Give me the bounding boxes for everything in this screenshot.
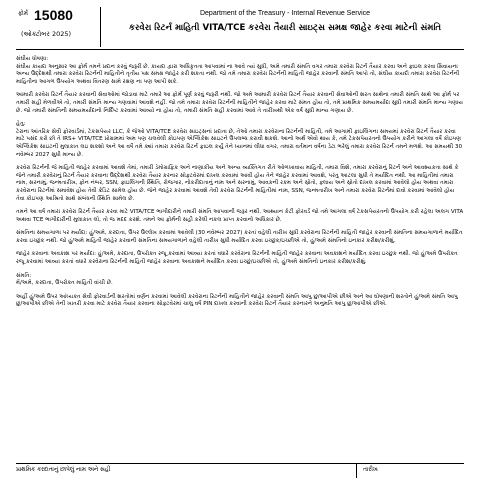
form-revision-date: (ઓક્ટોબર 2025) [21,30,72,38]
read-statement: મેં/અમે, કરદાતા, ઉપરોક્ત માહિતી વાંચી છે. [16,280,113,287]
disclosure-heading: સંઘીય ધોષણા: [16,56,49,62]
form-title: કરવેરા રિટર્ન માહિતી VITA/TCE કરવેરા તૈયારી સાઇટ્સ સમક્ષ જાહેર કરવા માટેની સંમતિ [128,23,442,33]
duration-limit-paragraph: સંમતિના સમયગાળા પર મર્યાદા: હું/અમે, કરદાતા, ઉપર ઉલ્લેખ કરવામાં આવેલી (30 નવેમ્બર 2027) કરતાં વહેલી તારીખ સુધી કરવેરાના રિટર્નની માહિતી જાહેર કરવાની સંમતિના સમયગાળાને મર્યાદિત કરવા ઇચ્છુક નથી. જો હું/અમે માહિતી જાહેર કરવાની સંમતિના સમયગાળાને વહેલી તારીખ સુધી મર્યાદિત કરવા ઇચ્છુક/ઇચ્છીએ તો, હું/અમે સંમતિનો ઇનકાર કરીશ/કરીશું. [16,230,463,244]
consent-paragraph: અહીં હું/અમે ઉપર આંધ્યક્ત સેવી ફોરવાર્ડની શરતોમાં વર્ણન કરવામાં આવેલી કરવેરાના રિટર્નની માહિતીને જાહેર કરવાની સંમતિ આપુ છુ/આપીએ છીએ અને આ ઘોષણાની શરતોને હું/અમે સંમતિ આપુ છુ/આપીએ છીએ તેની ખાતરી કરવા માટે કરવેરા તૈયાર કરવાના સોફ્ટવેરમાં ચાલુ વર્ષ PIN દાખલ કરવાની કરવેરા રિટર્ન તૈયાર કરનારને અનુમતિ આપુ છુ/આપીએ છીએ. [16,293,458,308]
form-id-box [16,7,101,47]
date-field[interactable]: તારીખ [363,467,378,473]
form-label: ફોર્મ [18,10,29,17]
disclosure-paragraph: સંઘીય કાયદા અનુસાર આ ફોર્મ તમને પ્રદાન કરવું જરૂરી છે. કાયદા દ્વારા અધિકૃતતા આપવામાં ના આવે ત્યાં સુધી, અમે તમારી સંમતિ વગર તમારા કરવેરા રિટર્ન તૈયાર કરવા અને ફાઇલ કરવા સિવાયના અન્ય ઉદ્દેશથી તમારા કરવેરા રિટર્નની માહિતીને તૃતીય પક્ષ સમક્ષ જાહેર કરી શકતા નથી. જો તમે તમારા કરવેરા રિટર્નની માહિતી જાહેર કરવાની સંમતિ આપો તો, સંઘીય કાયદો તમારા કરવેરા રિટર્નની માહિતીના આગળ ઉપયોગ અથવા વિતરણ સામે રક્ષણ ના પણ આપી શકે. [16,63,460,85]
purpose-heading: હેતુ: [16,121,26,128]
purpose-paragraph: ટેરાના આંતરિક સેવી ફોરવાર્ડમાં, ટેકસપેયર LLC, કે જેઓ VITA/TCE કરવેરા સાઇટ્સનાં પ્રદાતા છે, તેઓ તમારા કરવેરાના રિટર્નની માહિતી, તમે આગામી ફાઇલિંગના સમયમાં કરવેરા રિટર્ન તૈયાર કરવા માટે પસંદ કરો છો તે IRS+ VITA/TCE પ્રોગ્રામમાં અમ પણ ચલવેલી કોઇપણ એપ્લિકેશ સાઇટને ઉપલબ્ધ કરાવી શકશે. આનો અર્થ એવો થાય કે, તમે ટેકસપેયરતનો ઉપયોગ કરીને આગલા વર્ષે કોઇપણ એપ્લિકેશ સાઇટની મુલાકાત લઇ શકશો અને આ વર્ષે તમે ક્યાં તમારા કરવેરા રિટર્ન ફાઇલ કર્યું તેને ધ્યાનમાં લીધા વગર, તમારા વર્તમાન વર્ષના ડેટા ભરેલું તમારા કરવેરા રિટર્ન તમને મળશે. આ સમયથી 30 નવેમ્બર 2027 સુધી માન્ય છે. [16,128,463,158]
scope-limit-paragraph: જાહેર કરવાના અવકાશ પર મર્યાદા: હું/અમે, કરદાતા, ઉપરોક્ત રજૂ કરવામાં આવ્યા કરતાં વધારે કરવેરાના રિટર્નની માહિતી જાહેર કરવાના અવકાશને મર્યાદિત કરવા ઇચ્છુક નથી. જો હું/અમે ઉપરોક્ત રજૂ કરવામાં આવ્યા કરતાં વધારે કરવેરાના રિટર્નની માહિતી જાહેર કરવાના અવકાશને મર્યાદિત કરવા ઇચ્છું/ઇચ્છીએ તો, હું/અમે સંમતિનો ઇનકાર કરીશ/કરીશું. [16,251,458,266]
taxpayer-signature-field[interactable]: પ્રાથમિક કરદાતાનું છાપેલું નામ અને સહી [16,467,111,473]
information-paragraph: કરવેરા રિટર્નની જે માહિતી જાહેર કરવામાં આવશે તેમાં, તમારી ડેમોગ્રાફિક અને નાણાકીય અને અન્ય વ્યક્તિગત રીતે ઓળખાવાય માહિતી, તમારા વિશે, તમારા કરવેરાનું રિટર્ન અને આવશ્યકતા સાથે કે જેને તમારી કરવેરાનું રિટર્ન તૈયાર કરવાના ઉદ્દેશથી કરવેરા તૈયાર કરનાર સોફ્ટવેરમાં દાખલ કરવામાં આવી હોય તેને જાહેર કરવામાં આવશે, પરંતુ આટલા સુધી તે મર્યાદિત નથી. આ માહિતીમાં તમારા નામ, સરનામું, જન્મતારીખ, ફોન નંબર, SSN, ફાઇલિંગની સ્થિતિ, રોજગાર, નોકરીદાતાનું નામ અને સરનામું, આવકની રકમ અને સ્રોતો, ફ્લાય અને સ્રોતો દાખલ કરવામાં આવેલો હોય અથવા તમારા કરવેરાના રિટર્નમાં સમાવેશ હોય તેવી ક્રેડિટ સામેલ હોય છે. જેને જાહેર કરવામાં આવશે તેવી કરવેરા રિટર્નની માહિતીમાં નામ, SSN, જન્મતારીખ અને તમારા કરવેરા રિટર્નમાં દાવો કરવામાં આવેલો હોય તેવા કોઇપણ આશ્રિતો સાથે સંબંધની સ્થિતિ સામેલ છે. [16,165,459,202]
signature-row [16,463,464,478]
form-header [16,7,464,50]
participation-paragraph: આમારી કરવેરા રિટર્ન તૈયાર કરવાની સેવાઓમાં જોડાવા માટે તમારે આ ફોર્મ પૂર્ણ કરવું જરૂરી નથી. જો અમે આમારી કરવેરા રિટર્ન તૈયાર કરવાની સેવાઓની શરત સાથેના તમારી સંમતિ સાથે આ ફોર્મ પર તમારી સહી મેળવીએ તો, તમારી સંમતિ માન્ય ગણવામાં આવશે નહીં. જો તમે તમારા કરવેરા રિટર્નની માહિતીને જાહેર કરવા માટે સંમત હોય તો, તમે પ્રાથમિક સમયમર્યાદા સુધી તમારી સંમતિ માન્ય ગણાય છે. જો તમારી સંમતિની સમયમર્યાદાનો નિર્દિષ્ટ કરવામાં આવ્યો ના હોય તો, તમારી સંમતિ સહી કરવામાં આવે તે તારીખથી એક વર્ષ સુધી માન્ય ગણાય છે. [16,92,463,114]
consent-heading: સંમતિ: [16,272,32,279]
signature-divider [356,464,357,478]
agency-line: Department of the Treasury - Internal Revenue Service [199,10,371,17]
consent-form-page [0,7,480,487]
optional-consent-paragraph: તમને આ વર્ષ તમારા કરવેરા રિટર્ન તૈયાર કરવા માટે VITA/TCE ભાગીદારીને તમારી સંમતિ આપવાની જરૂર નથી. આથ્યાન કેટી ફોરવર્ડ જો તમે આગલા વર્ષ ટેકસપેયરતનો ઉપયોગ કરી રહેલા અલગ VITA અથવા TCE ભાગીદારીની મુલાકાત લો, તો જ મદદ કરશે. તમને આ ફોર્મની સહી કરેલી નકલ પ્રાપ્ત કરવાનો અધિકાર છે. [16,209,464,223]
form-body [16,56,464,309]
form-number: 15080 [34,7,73,23]
